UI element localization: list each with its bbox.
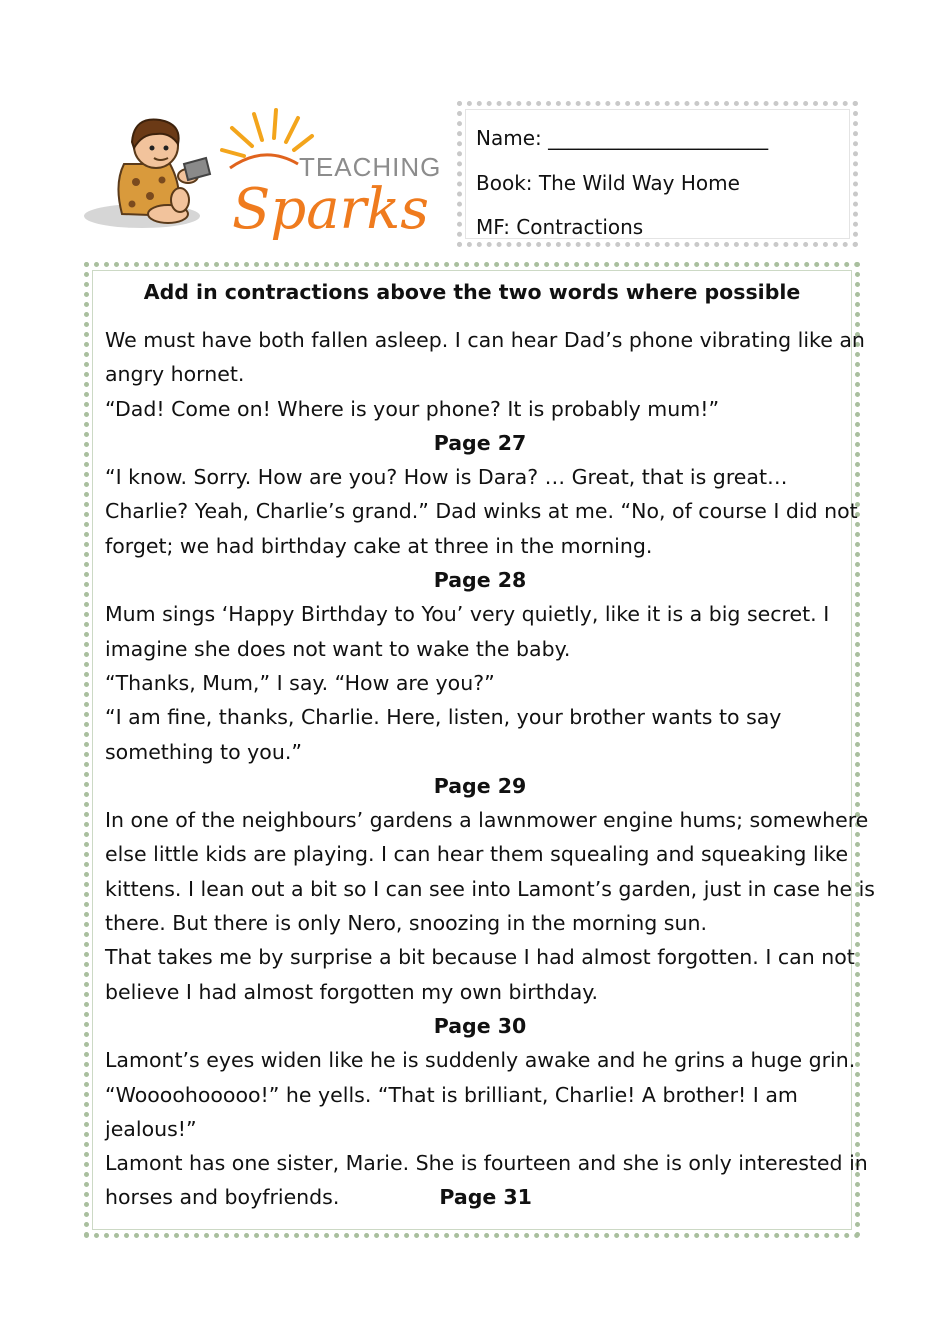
- passage-line: Lamont has one sister, Marie. She is fourteen and she is only interested in: [105, 1151, 868, 1176]
- passage-line: Charlie? Yeah, Charlie’s grand.” Dad winks at me. “No, of course I did not: [105, 499, 858, 524]
- passage-line: imagine she does not want to wake the baby.: [105, 636, 571, 661]
- worksheet-instructions: Add in contractions above the two words where possible: [143, 280, 801, 304]
- passage-line: “I am fine, thanks, Charlie. Here, listen, your brother wants to say: [105, 705, 782, 730]
- passage-line: angry hornet.: [105, 362, 245, 387]
- passage-line: jealous!”: [105, 1116, 197, 1141]
- passage-line: Mum sings ‘Happy Birthday to You’ very quietly, like it is a big secret. I: [105, 602, 830, 627]
- book-title: Book: The Wild Way Home: [476, 170, 740, 195]
- passage-text: [105, 323, 875, 1215]
- logo-teaching-text: TEACHING: [299, 152, 442, 182]
- logo-sparks-text: Sparks: [232, 177, 430, 242]
- passage-line: In one of the neighbours’ gardens a lawnmower engine hums; somewhere: [105, 808, 869, 833]
- worksheet-box: [84, 262, 875, 1238]
- student-info-box: [457, 101, 858, 247]
- passage-line: “Dad! Come on! Where is your phone? It is probably mum!”: [105, 396, 720, 421]
- passage-line: kittens. I lean out a bit so I can see into Lamont’s garden, just in case he is: [105, 876, 875, 901]
- focus-label: MF: Contractions: [476, 215, 644, 239]
- passage-line: there. But there is only Nero, snoozing in the morning sun.: [105, 911, 707, 936]
- passage-last-text: horses and boyfriends.: [105, 1185, 340, 1210]
- caveman-mascot-icon: [84, 104, 444, 244]
- passage-line: “I know. Sorry. How are you? How is Dara? … Great, that is great…: [105, 465, 788, 490]
- passage-line: something to you.”: [105, 739, 302, 764]
- passage-line: else little kids are playing. I can hear them squealing and squeaking like: [105, 842, 849, 867]
- passage-line: “Woooohooooo!” he yells. “That is brilliant, Charlie! A brother! I am: [105, 1082, 798, 1107]
- passage-line: believe I had almost forgotten my own birthday.: [105, 979, 599, 1004]
- passage-line-last: [105, 1180, 855, 1214]
- passage-line: Lamont’s eyes widen like he is suddenly awake and he grins a huge grin.: [105, 1048, 856, 1073]
- name-field[interactable]: Name: ______________________: [476, 126, 769, 150]
- page-marker: Page 30: [433, 1013, 527, 1038]
- page-marker: Page 27: [433, 430, 527, 455]
- passage-line: forget; we had birthday cake at three in the morning.: [105, 533, 653, 558]
- teaching-sparks-logo: [84, 104, 444, 244]
- passage-line: That takes me by surprise a bit because I had almost forgotten. I can not: [105, 945, 855, 970]
- passage-line: We must have both fallen asleep. I can hear Dad’s phone vibrating like an: [105, 328, 865, 352]
- page-marker: Page 31: [439, 1185, 532, 1210]
- passage-line: “Thanks, Mum,” I say. “How are you?”: [105, 670, 495, 695]
- page-marker: Page 29: [433, 773, 527, 798]
- page-marker: Page 28: [433, 568, 527, 593]
